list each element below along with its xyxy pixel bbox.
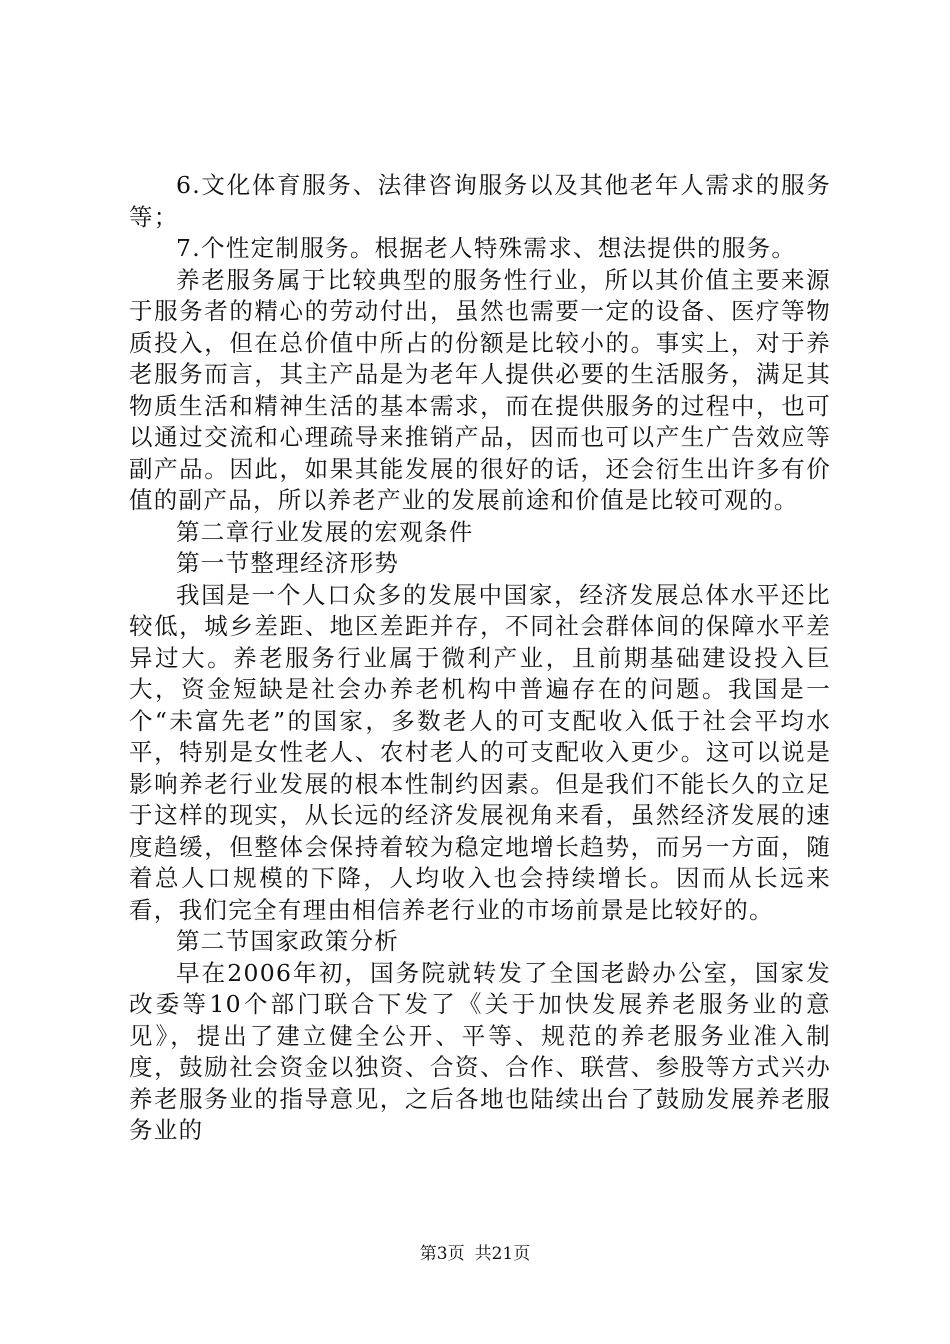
paragraph-list-item-7: 7.个性定制服务。根据老人特殊需求、想法提供的服务。	[176, 234, 797, 262]
section-heading-2: 第二节国家政策分析	[176, 927, 400, 955]
chapter-heading: 第二章行业发展的宏观条件	[176, 517, 474, 546]
paragraph-policy-analysis: 早在2006年初，国务院就转发了全国老龄办公室，国家发改委等10个部门联合下发了《关于加快发展养老服务业的意见》，提出了建立健全公开、平等、规范的养老服务业准入制度，鼓励社会资金以独资、合资、合作、联营、参股等方式兴办养老服务业的指导意见，之后各地也陆续出台了鼓励发展养老服务业的	[129, 958, 831, 1144]
paragraph-economic-situation: 我国是一个人口众多的发展中国家，经济发展总体水平还比较低，城乡差距、地区差距并存，不同社会群体间的保障水平差异过大。养老服务行业属于微利产业，且前期基础建设投入巨大，资金短缺是社会办养老机构中普遍存在的问题。我国是一个“未富先老”的国家，多数老人的可支配收入低于社会平均水平，特别是女性老人、农村老人的可支配收入更少。这可以说是影响养老行业发展的根本性制约因素。但是我们不能长久的立足于这样的现实，从长远的经济发展视角来看，虽然经济发展的速度趋缓，但整体会保持着较为稳定地增长趋势，而另一方面，随着总人口规模的下降，人均收入也会持续增长。因而从长远来看，我们完全有理由相信养老行业的市场前景是比较好的。	[129, 580, 831, 924]
section-heading-1: 第一节整理经济形势	[176, 549, 400, 577]
page-footer	[0, 1244, 950, 1264]
paragraph-list-item-6: 6.文化体育服务、法律咨询服务以及其他老年人需求的服务等；	[129, 171, 831, 231]
paragraph-value-explanation: 养老服务属于比较典型的服务性行业，所以其价值主要来源于服务者的精心的劳动付出，虽然也需要一定的设备、医疗等物质投入，但在总价值中所占的份额是比较小的。事实上，对于养老服务而言，其主产品是为老年人提供必要的生活服务，满足其物质生活和精神生活的基本需求，而在提供服务的过程中，也可以通过交流和心理疏导来推销产品，因而也可以产生广告效应等副产品。因此，如果其能发展的很好的话，还会衍生出许多有价值的副产品，所以养老产业的发展前途和价值是比较可观的。	[129, 265, 831, 514]
page-number-total: 共21页	[474, 1244, 531, 1264]
document-body	[129, 170, 831, 1147]
page-number-current: 第3页	[419, 1244, 465, 1264]
